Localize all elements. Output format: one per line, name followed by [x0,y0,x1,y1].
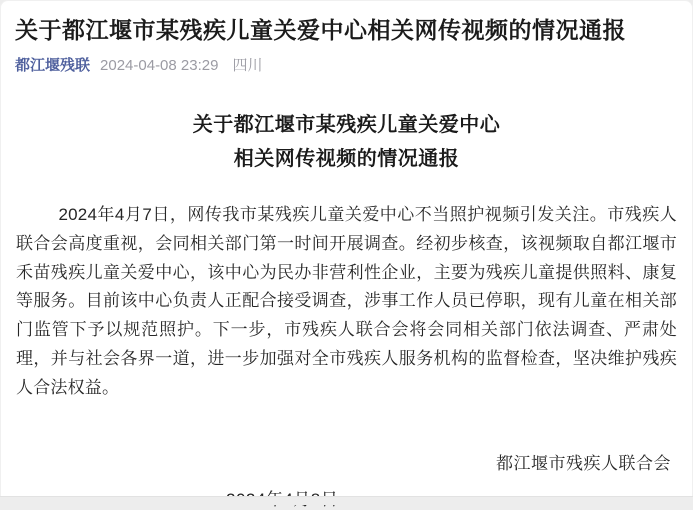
publish-timestamp: 2024-04-08 23:29 [100,57,219,74]
article-meta [15,54,678,75]
announcement-heading-line2: 相关网传视频的情况通报 [233,148,460,170]
announcement-heading-line1: 关于都江堰市某残疾儿童关爱中心 [192,114,501,136]
publish-location: 四川 [232,57,263,74]
announcement-body: 2024年4月7日，网传我市某残疾儿童关爱中心不当照护视频引发关注。市残疾人联合会高度重视，会同相关部门第一时间开展调查。经初步核查，该视频取自都江堰市禾苗残疾儿童关爱中心，该中心为民办非营利性企业，主要为残疾儿童提供照料、康复等服务。目前该中心负责人正配合接受调查，涉事工作人员已停职，现有儿童在相关部门监管下予以规范照护。下一步，市残疾人联合会将会同相关部门依法调查、严肃处理，并与社会各界一道，进一步加强对全市残疾人服务机构的监督检查，坚决维护残疾人合法权益。 [16,205,677,397]
source-account-link[interactable]: 都江堰残联 [15,57,91,74]
announcement-heading [1,108,692,176]
announcement-signature: 都江堰市残疾人联合会 [496,453,671,473]
page-title: 关于都江堰市某残疾儿童关爱中心相关网传视频的情况通报 [15,17,626,43]
bottom-edge-strip [0,496,693,505]
